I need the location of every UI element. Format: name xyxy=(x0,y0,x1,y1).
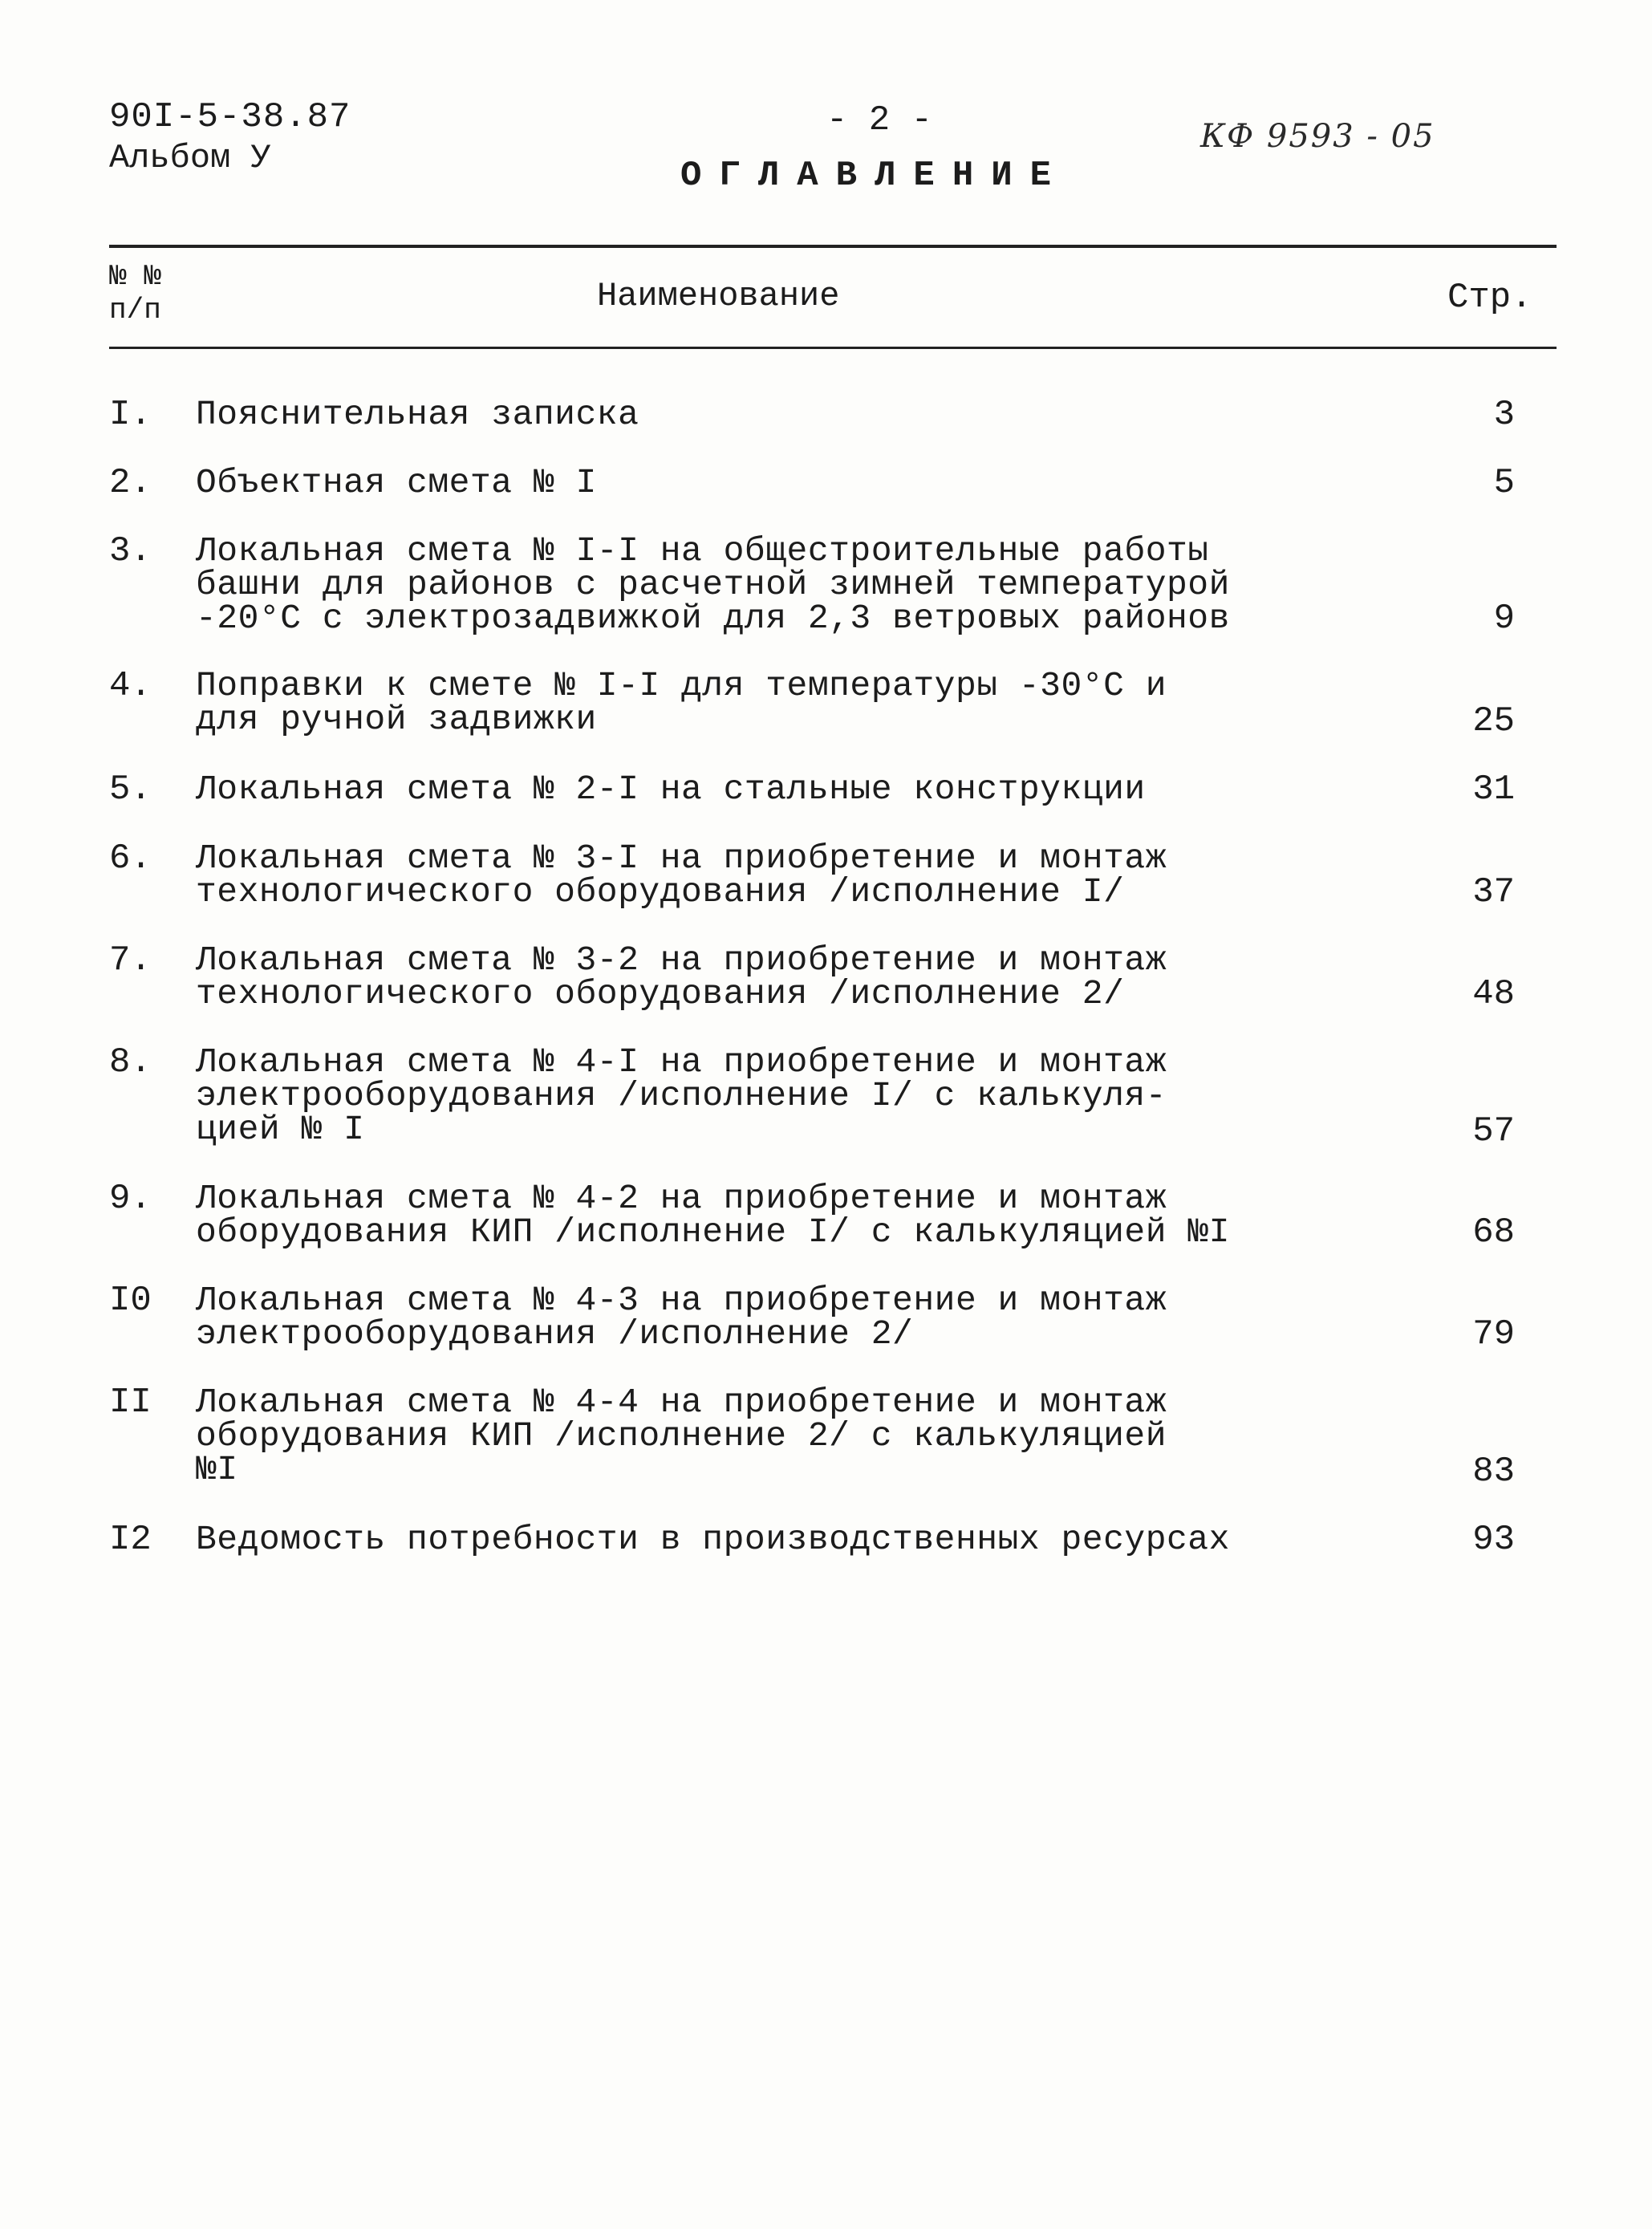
entry-page: 83 xyxy=(1472,1451,1515,1492)
entry-name: Локальная смета № 4-2 на приобретение и монтаж оборудования КИП /исполнение I/ с калькуляцией №I xyxy=(196,1179,1230,1252)
entry-page: 9 xyxy=(1493,599,1515,639)
entry-name: Локальная смета № 3-I на приобретение и монтаж технологического оборудования /исполнение I/ xyxy=(196,838,1167,911)
column-header-page: Стр. xyxy=(1447,278,1532,318)
column-header-name: Наименование xyxy=(597,277,840,315)
entry-page: 48 xyxy=(1472,974,1515,1014)
page-title: ОГЛАВЛЕНИЕ xyxy=(680,156,1070,196)
entry-name: Локальная смета № 4-4 на приобретение и монтаж оборудования КИП /исполнение 2/ с калькуляцией №I xyxy=(196,1382,1167,1489)
entry-name: Локальная смета № 4-3 на приобретение и монтаж электрооборудования /исполнение 2/ xyxy=(196,1281,1167,1354)
entry-number: I. xyxy=(109,395,152,435)
entry-number: 5. xyxy=(109,769,152,810)
entry-name: Локальная смета № 2-I на стальные конструкции xyxy=(196,769,1146,809)
entry-name: Пояснительная записка xyxy=(196,395,639,434)
entry-number: 9. xyxy=(109,1179,152,1219)
entry-number: I0 xyxy=(109,1281,152,1321)
entry-page: 5 xyxy=(1493,463,1515,503)
entry-name: Объектная смета № I xyxy=(196,463,597,502)
entry-page: 79 xyxy=(1472,1314,1515,1354)
table-top-rule xyxy=(109,245,1557,248)
entry-page: 3 xyxy=(1493,395,1515,435)
entry-name: Поправки к смете № I-I для температуры -30°С и для ручной задвижки xyxy=(196,666,1167,739)
entry-page: 37 xyxy=(1472,872,1515,912)
entry-number: 7. xyxy=(109,940,152,981)
column-header-number xyxy=(109,260,189,327)
entry-number: 4. xyxy=(109,666,152,706)
entry-name: Локальная смета № I-I на общестроительные работы башни для районов с расчетной зимней температурой -20°С с электрозадвижкой для 2,3 ветровых районов xyxy=(196,531,1230,638)
column-header-number-line: № № xyxy=(109,260,161,293)
entry-page: 25 xyxy=(1472,701,1515,741)
entry-name: Локальная смета № 4-I на приобретение и монтаж электрооборудования /исполнение I/ с калькуля- цией № I xyxy=(196,1042,1167,1149)
handwritten-stamp: КФ 9593 - 05 xyxy=(1200,118,1435,155)
entry-page: 68 xyxy=(1472,1212,1515,1253)
entry-page: 31 xyxy=(1472,769,1515,810)
entry-page: 57 xyxy=(1472,1111,1515,1151)
entry-number: 2. xyxy=(109,463,152,503)
page-number: - 2 - xyxy=(826,100,933,140)
entry-name: Ведомость потребности в производственных ресурсах xyxy=(196,1520,1230,1559)
column-header-number-line: п/п xyxy=(109,294,161,327)
entry-number: 8. xyxy=(109,1042,152,1082)
table-header-rule xyxy=(109,347,1557,349)
entry-number: II xyxy=(109,1382,152,1423)
entry-number: 6. xyxy=(109,838,152,879)
document-code: 90I-5-38.87 xyxy=(109,97,351,137)
entry-name: Локальная смета № 3-2 на приобретение и монтаж технологического оборудования /исполнение 2/ xyxy=(196,940,1167,1013)
album-label: Альбом У xyxy=(109,139,271,177)
entry-page: 93 xyxy=(1472,1520,1515,1560)
entry-number: I2 xyxy=(109,1520,152,1560)
entry-number: 3. xyxy=(109,531,152,571)
